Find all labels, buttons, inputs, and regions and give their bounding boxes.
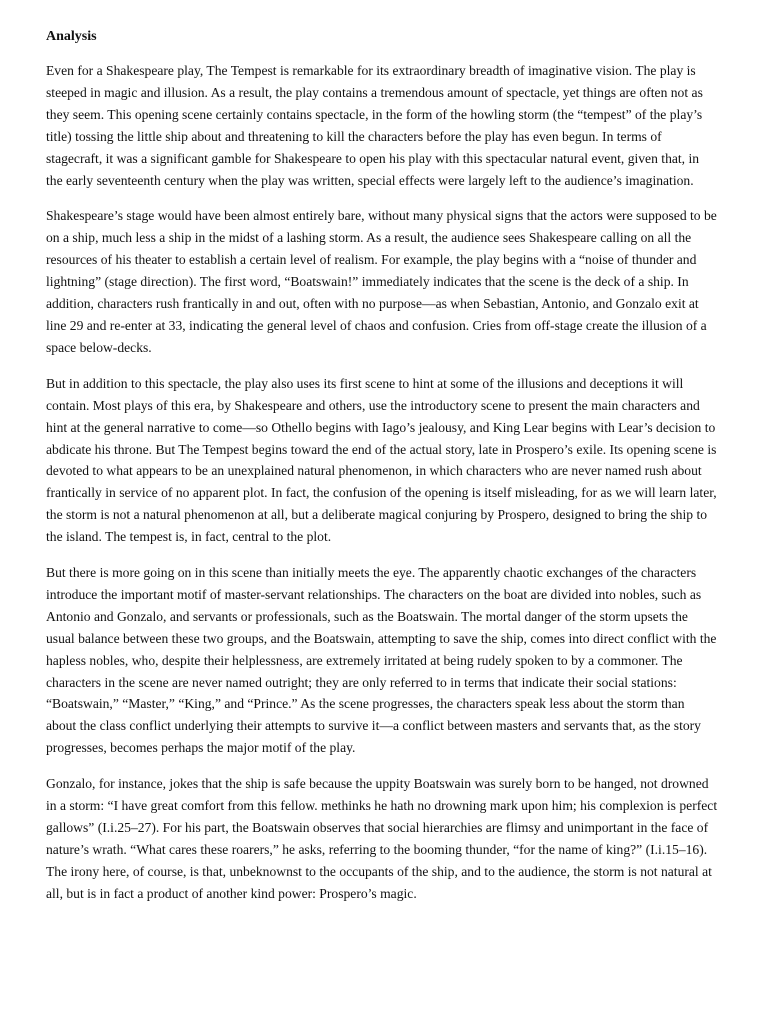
document-page xyxy=(46,28,718,919)
paragraph-2: Shakespeare’s stage would have been almost entirely bare, without many physical signs that the actors were supposed to be on a ship, much less a ship in the midst of a lashing storm. As a result, the audience sees Shakespeare calling on all the resources of his theater to establish a certain level of realism. For example, the play begins with a “noise of thunder and lightning” (stage direction). The first word, “Boatswain!” immediately indicates that the scene is the deck of a ship. In addition, characters rush frantically in and out, often with no purpose—as when Sebastian, Antonio, and Gonzalo exit at line 29 and re-enter at 33, indicating the general level of chaos and confusion. Cries from off-stage create the illusion of a space below-decks. xyxy=(46,208,717,355)
paragraph-1: Even for a Shakespeare play, The Tempest is remarkable for its extraordinary breadth of imaginative vision. The play is steeped in magic and illusion. As a result, the play contains a tremendous amount of spectacle, yet things are often not as they seem. This opening scene certainly contains spectacle, in the form of the howling storm (the “tempest” of the play’s title) tossing the little ship about and threatening to kill the characters before the play has even begun. In terms of stagecraft, it was a significant gamble for Shakespeare to open his play with this spectacular natural event, given that, in the early seventeenth century when the play was written, special effects were largely left to the audience’s imagination. xyxy=(46,63,703,188)
section-heading: Analysis xyxy=(46,29,97,44)
paragraph-5: Gonzalo, for instance, jokes that the ship is safe because the uppity Boatswain was surely born to be hanged, not drowned in a storm: “I have great comfort from this fellow. methinks he hath no drowning mark upon him; his complexion is perfect gallows” (I.i.25–27). For his part, the Boatswain observes that social hierarchies are flimsy and unimportant in the face of nature’s wrath. “What cares these roarers,” he asks, referring to the booming thunder, “for the name of king?” (I.i.15–16). The irony here, of course, is that, unbeknownst to the occupants of the ship, and to the audience, the storm is not natural at all, but is in fact a product of another kind power: Prospero’s magic. xyxy=(46,776,718,901)
paragraph-4: But there is more going on in this scene than initially meets the eye. The apparently chaotic exchanges of the characters introduce the important motif of master-servant relationships. The characters on the boat are divided into nobles, such as Antonio and Gonzalo, and servants or professionals, such as the Boatswain. The mortal danger of the storm upsets the usual balance between these two groups, and the Boatswain, attempting to save the ship, comes into direct conflict with the hapless nobles, who, despite their helplessness, are extremely irritated at being rudely spoken to by a commoner. The characters in the scene are never named outright; they are only referred to in terms that indicate their social stations: “Boatswain,” “Master,” “King,” and “Prince.” As the scene progresses, the characters speak less about the storm than about the class conflict underlying their attempts to survive it—a conflict between masters and servants that, as the story progresses, becomes perhaps the major motif of the play. xyxy=(46,565,717,756)
paragraph-3: But in addition to this spectacle, the play also uses its first scene to hint at some of the illusions and deceptions it will contain. Most plays of this era, by Shakespeare and others, use the introductory scene to present the main characters and hint at the general narrative to come—so Othello begins with Iago’s jealousy, and King Lear begins with Lear’s decision to abdicate his throne. But The Tempest begins toward the end of the actual story, late in Prospero’s exile. Its opening scene is devoted to what appears to be an unexplained natural phenomenon, in which characters who are never named rush about frantically in service of no apparent plot. In fact, the confusion of the opening is itself misleading, for as we will learn later, the storm is not a natural phenomenon at all, but a deliberate magical conjuring by Prospero, designed to bring the ship to the island. The tempest is, in fact, central to the plot. xyxy=(46,375,717,545)
